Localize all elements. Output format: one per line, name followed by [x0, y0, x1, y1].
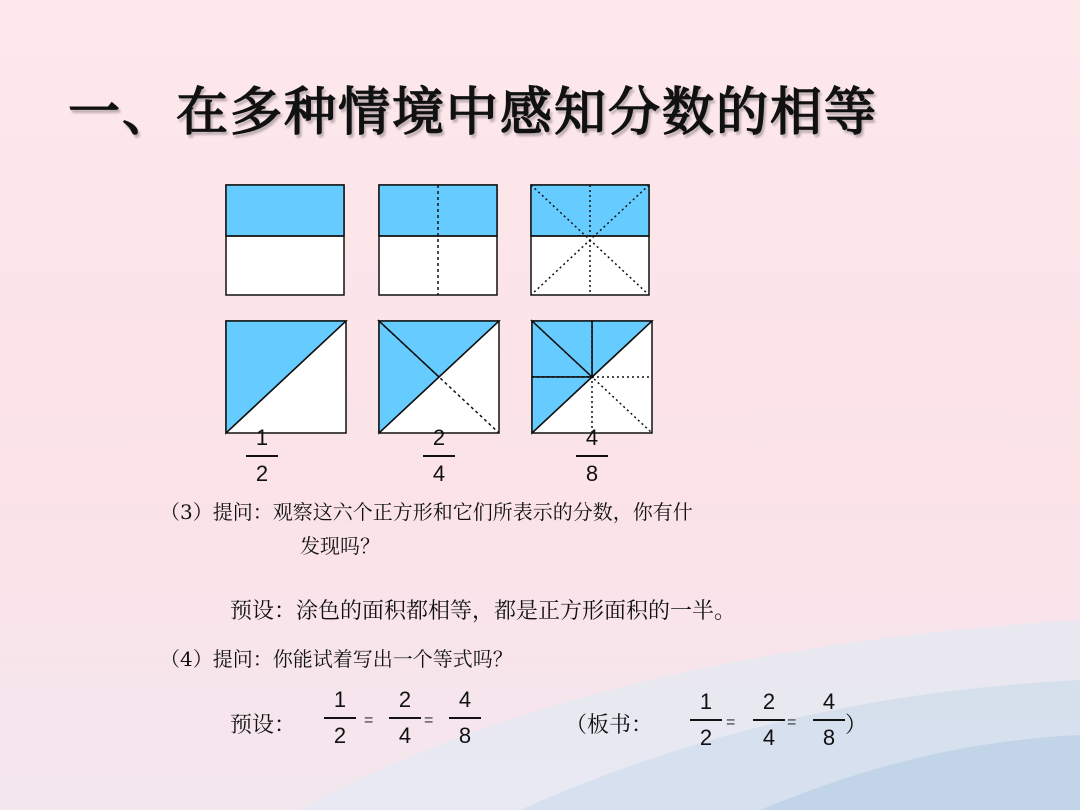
fraction-bar [690, 719, 722, 721]
square-eighths-diagonal [532, 321, 652, 433]
square-quarters-top [379, 185, 497, 295]
equals-sign: = [787, 714, 797, 731]
denominator: 2 [255, 461, 269, 486]
square-quarters-diagonal [379, 321, 499, 433]
question-3-line1: （3）提问：观察这六个正方形和它们所表示的分数，你有什 [160, 500, 693, 524]
square-eighths-top [531, 185, 649, 295]
numerator: 2 [398, 687, 412, 712]
slide-title: 一、在多种情境中感知分数的相等 [68, 83, 879, 143]
denominator: 4 [762, 725, 776, 750]
question-3-line2: 发现吗？ [300, 534, 380, 558]
denominator: 2 [333, 723, 347, 748]
square-half-top [226, 185, 344, 295]
numerator: 1 [255, 425, 269, 450]
board-close-paren: ） [845, 713, 868, 738]
denominator: 4 [432, 461, 446, 486]
numerator: 4 [585, 425, 599, 450]
preset-answer-1: 预设：涂色的面积都相等，都是正方形面积的一半。 [230, 599, 737, 624]
numerator: 2 [432, 425, 446, 450]
numerator: 4 [822, 689, 836, 714]
fraction-bar [246, 455, 278, 457]
numerator: 4 [458, 687, 472, 712]
denominator: 8 [822, 725, 836, 750]
question-4: （4）提问：你能试着写出一个等式吗？ [160, 647, 513, 671]
board-label: （板书： [565, 713, 654, 738]
board-fraction-1 [684, 690, 728, 750]
fraction-bar [389, 717, 421, 719]
denominator: 4 [398, 723, 412, 748]
fraction-bar [423, 455, 455, 457]
fraction-bar [449, 717, 481, 719]
board-fraction-2 [747, 690, 791, 750]
equals-sign: = [726, 714, 736, 731]
figure-fraction-2 [417, 426, 461, 486]
equation-left-fraction-3 [443, 688, 487, 748]
denominator: 8 [585, 461, 599, 486]
fraction-bar [324, 717, 356, 719]
preset-label-2: 预设： [230, 713, 297, 738]
fraction-bar [813, 719, 845, 721]
fraction-bar [576, 455, 608, 457]
equation-left-fraction-2 [383, 688, 427, 748]
figure-fraction-1 [240, 426, 284, 486]
fraction-bar [753, 719, 785, 721]
equals-sign: = [424, 712, 434, 729]
denominator: 2 [699, 725, 713, 750]
equals-sign: = [364, 712, 374, 729]
equation-left-fraction-1 [318, 688, 362, 748]
numerator: 1 [699, 689, 713, 714]
numerator: 1 [333, 687, 347, 712]
denominator: 8 [458, 723, 472, 748]
square-half-diagonal [226, 321, 346, 433]
figure-fraction-3 [570, 426, 614, 486]
numerator: 2 [762, 689, 776, 714]
